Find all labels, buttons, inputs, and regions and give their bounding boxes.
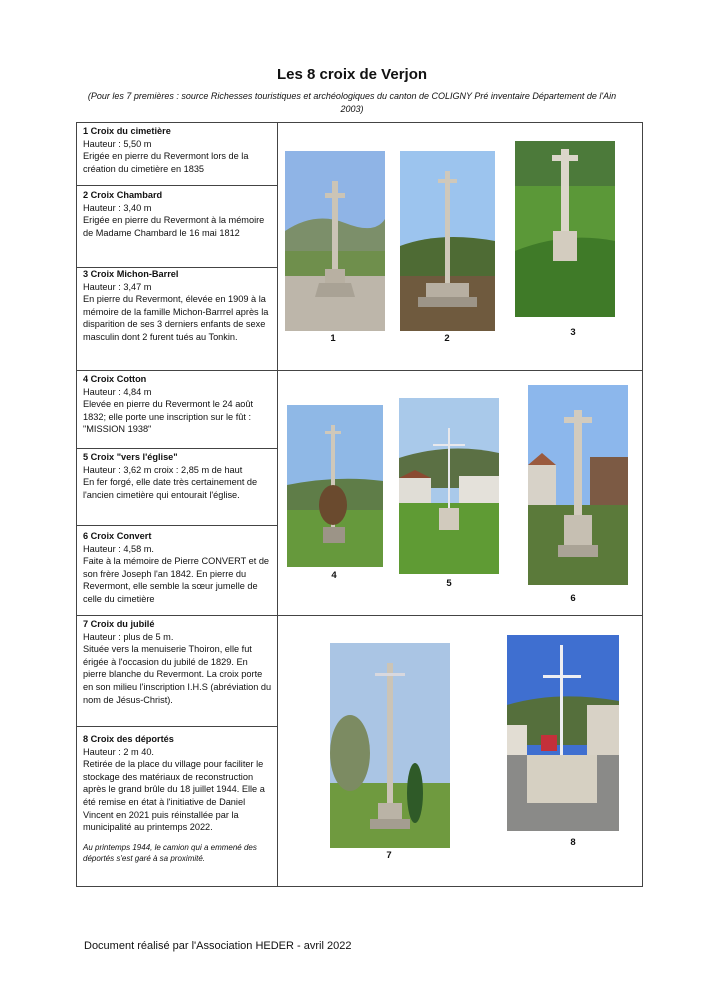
cross-name: 7 Croix du jubilé bbox=[83, 619, 155, 629]
row-divider bbox=[77, 448, 277, 449]
cross-description: Erigée en pierre du Revermont lors de la création du cimetière en 1835 bbox=[83, 151, 249, 174]
photo-croix-michon-barrel bbox=[515, 141, 615, 317]
page-title: Les 8 croix de Verjon bbox=[276, 66, 428, 83]
photo-number: 1 bbox=[330, 333, 336, 344]
photo-croix-des-deportes bbox=[507, 635, 619, 831]
photo-croix-chambard bbox=[400, 151, 495, 331]
cross-entry bbox=[83, 618, 273, 706]
photo-croix-du-jubile bbox=[330, 643, 450, 848]
cross-name: 6 Croix Convert bbox=[83, 531, 152, 541]
photo-croix-du-cimetiere bbox=[285, 151, 385, 331]
photo-croix-vers-eglise bbox=[399, 398, 499, 574]
cross-entry bbox=[83, 268, 273, 344]
row-divider bbox=[77, 525, 277, 526]
cross-entry bbox=[83, 189, 273, 239]
cross-height: Hauteur : 4,84 m bbox=[83, 386, 152, 397]
cross-description: Elevée en pierre du Revermont le 24 août 1832; elle porte une inscription sur le fût : "MISSION 1938" bbox=[83, 399, 254, 435]
row-divider bbox=[77, 615, 642, 616]
photo-croix-convert bbox=[528, 385, 628, 585]
cross-description: Faite à la mémoire de Pierre CONVERT et de son frère Joseph l'an 1842. En pierre du Revermont, elle semble la sœur jumelle de celle du cimetière bbox=[83, 556, 270, 604]
photo-number: 6 bbox=[570, 593, 576, 604]
cross-height: Hauteur : 4,58 m. bbox=[83, 543, 154, 554]
cross-description: En pierre du Revermont, élevée en 1909 à la mémoire de la famille Michon-Barrrel après la disparition de ses 3 derniers enfants de sexe masculin dont 2 furent tués au Tonkin. bbox=[83, 294, 269, 342]
photo-number: 4 bbox=[331, 570, 337, 581]
cross-height: Hauteur : 3,62 m croix : 2,85 m de haut bbox=[83, 464, 243, 475]
photo-number: 3 bbox=[570, 327, 576, 338]
cross-height: Hauteur : 2 m 40. bbox=[83, 746, 154, 757]
cross-entry bbox=[83, 733, 273, 864]
row-divider bbox=[77, 185, 277, 186]
photo-number: 2 bbox=[444, 333, 450, 344]
cross-description: Retirée de la place du village pour faciliter le stockage des matériaux de reconstruction après le grand brûle du 18 juillet 1944. Elle a été remise en état à l'initiative de Daniel Vincent en 2021 puis réinstallée par la municipalité au printemps 2022. bbox=[83, 759, 265, 833]
cross-name: 3 Croix Michon-Barrel bbox=[83, 269, 179, 279]
cross-height: Hauteur : plus de 5 m. bbox=[83, 631, 174, 642]
column-divider bbox=[277, 123, 278, 886]
page-footer: Document réalisé par l'Association HEDER - avril 2022 bbox=[84, 940, 352, 952]
crosses-table bbox=[76, 122, 643, 887]
cross-height: Hauteur : 3,47 m bbox=[83, 281, 152, 292]
cross-name: 4 Croix Cotton bbox=[83, 374, 147, 384]
cross-height: Hauteur : 5,50 m bbox=[83, 138, 152, 149]
photo-croix-cotton bbox=[287, 405, 383, 567]
cross-note: Au printemps 1944, le camion qui a emmené des déportés s'est garé à sa proximité. bbox=[83, 842, 257, 863]
cross-name: 2 Croix Chambard bbox=[83, 190, 163, 200]
photo-number: 5 bbox=[446, 578, 452, 589]
cross-name: 5 Croix "vers l'église" bbox=[83, 452, 178, 462]
photo-number: 7 bbox=[386, 850, 392, 861]
photo-number: 8 bbox=[570, 837, 576, 848]
cross-height: Hauteur : 3,40 m bbox=[83, 202, 152, 213]
cross-entry bbox=[83, 125, 273, 175]
row-divider bbox=[77, 370, 642, 371]
page-subtitle: (Pour les 7 premières : source Richesses touristiques et archéologiques du canton de COLIGNY Pré inventaire Département de l'Ain 2003) bbox=[87, 91, 617, 114]
cross-name: 1 Croix du cimetière bbox=[83, 126, 171, 136]
cross-description: Située vers la menuiserie Thoiron, elle fut érigée à l'occasion du jubilé de 1829. En pierre blanche du Revermont. La croix porte en son milieu l'inscription I.H.S (abréviation du nom de Jésus-Christ). bbox=[83, 644, 272, 705]
row-divider bbox=[77, 726, 277, 727]
cross-description: Erigée en pierre du Revermont à la mémoire de Madame Chambard le 16 mai 1812 bbox=[83, 215, 265, 238]
cross-entry bbox=[83, 451, 273, 501]
cross-description: En fer forgé, elle date très certainement de l'ancien cimetière qui entourait l'église. bbox=[83, 477, 258, 500]
cross-name: 8 Croix des déportés bbox=[83, 734, 174, 744]
cross-entry bbox=[83, 530, 273, 606]
cross-entry bbox=[83, 373, 273, 436]
